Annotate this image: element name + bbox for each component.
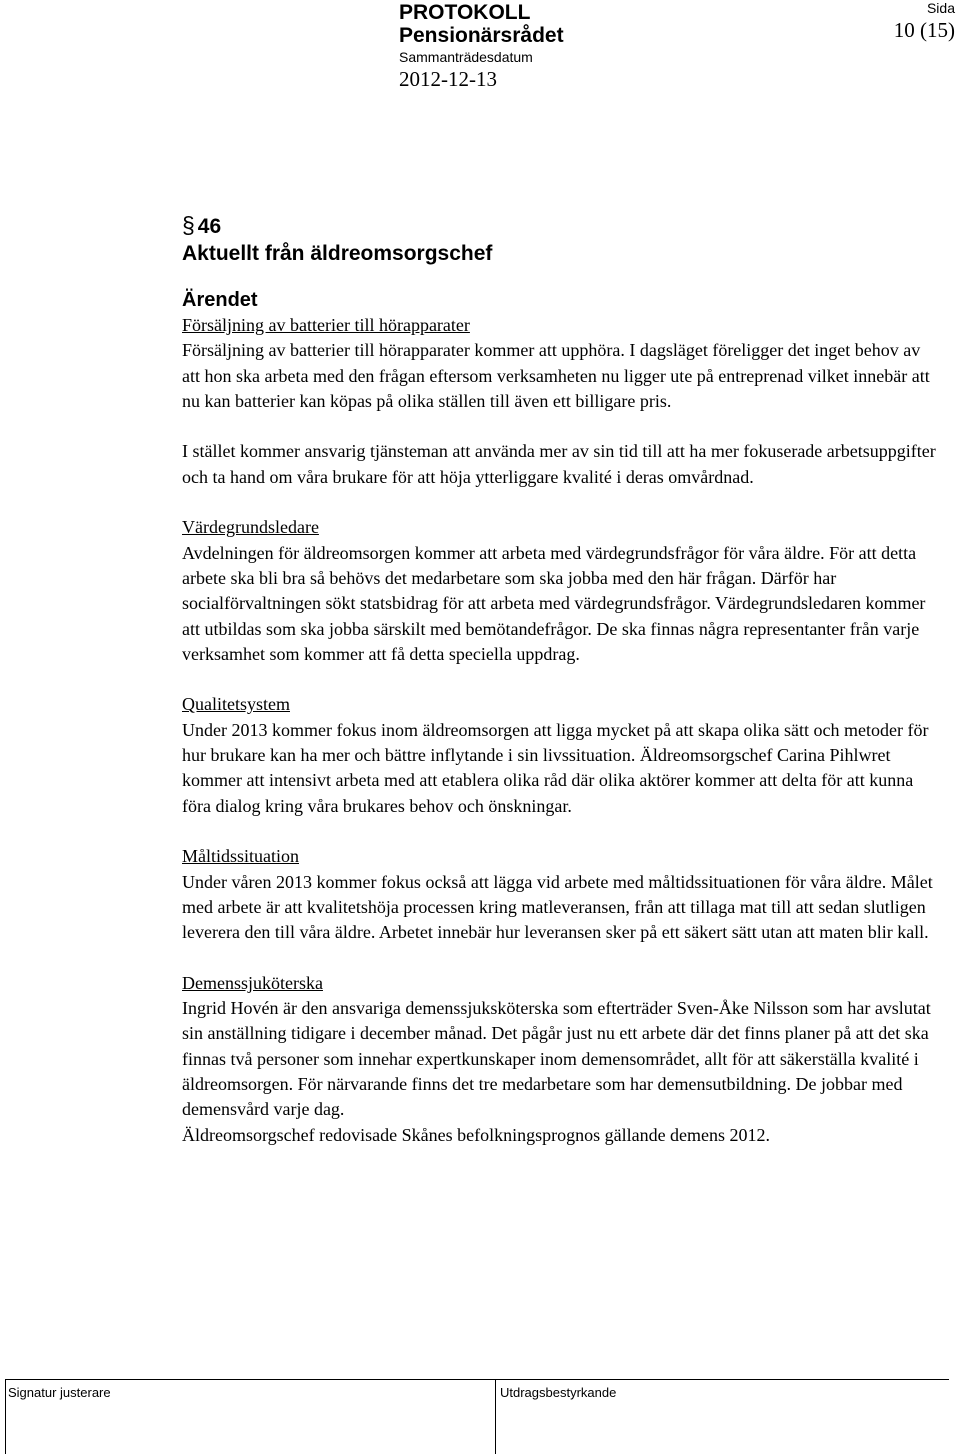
paragraph-demenssjukskoterska-2: Äldreomsorgschef redovisade Skånes befolkningsprognos gällande demens 2012. bbox=[182, 1124, 771, 1145]
page-number: 10 (15) bbox=[893, 18, 955, 42]
meeting-date-label: Sammanträdesdatum bbox=[399, 49, 533, 65]
subheading-maltidssituation: Måltidssituation bbox=[182, 846, 299, 867]
organization-name: Pensionärsrådet bbox=[399, 24, 564, 47]
document-body bbox=[182, 212, 942, 1148]
signature-label: Signatur justerare bbox=[8, 1385, 111, 1400]
paragraph-number bbox=[182, 212, 942, 240]
paragraph-maltidssituation: Under våren 2013 kommer fokus också att lägga vid arbete med måltidssituationen för våra äldre. Målet med arbete är att kvalitetshöja processen kring matleveransen, från att tillaga mat till att sedan slutligen leverera den till våra äldre. Arbetet innebär hur leveransen sker på ett säkert sätt utan att maten blir kall. bbox=[182, 871, 933, 943]
meeting-date: 2012-12-13 bbox=[399, 67, 497, 91]
section-symbol: § bbox=[182, 212, 195, 238]
paragraph-qualitetsystem: Under 2013 kommer fokus inom äldreomsorgen att ligga mycket på att skapa olika sätt och metoder för hur brukare kan ha mer och bättre inflytande i sin livssituation. Äldreomsorgschef Carina Pihlwret kommer att intensivt arbeta med att etablera olika råd där olika aktörer kommer att delta för att kunna föra dialog kring våra brukares behov och önskningar. bbox=[182, 719, 929, 816]
paragraph-vardegrundsledare: Avdelningen för äldreomsorgen kommer att arbeta med värdegrundsfrågor för våra äldre. För att detta arbete ska bli bra så behövs det medarbetare som ska jobba med den här frågan. Därför har socialförvaltningen sökt statsbidrag för att arbeta med värdegrundsfrågor. Värdegrundsledaren kommer att utbildas som ska jobba särskilt med bemötandefrågor. De ska finnas några representanter från varje verksamhet som kommer att få detta speciella uppdrag. bbox=[182, 542, 926, 664]
subheading-vardegrundsledare: Värdegrundsledare bbox=[182, 517, 319, 538]
arendet-heading: Ärendet bbox=[182, 289, 258, 311]
footer-left-border bbox=[5, 1379, 6, 1454]
subheading-batterier: Försäljning av batterier till hörapparater bbox=[182, 315, 470, 335]
footer-divider bbox=[5, 1379, 949, 1380]
paragraph-batterier-1: Försäljning av batterier till hörapparater kommer att upphöra. I dagsläget föreligger det inget behov av att hon ska arbeta med den frågan eftersom verksamheten nu ligger ute på entreprenad vilket innebär att nu kan batterier kan köpas på olika ställen till även ett billigare pris. bbox=[182, 340, 930, 411]
paragraph-title: Aktuellt från äldreomsorgschef bbox=[182, 242, 493, 265]
subheading-demenssjukskoterska: Demenssjuköterska bbox=[182, 972, 323, 993]
section-number: 46 bbox=[197, 215, 222, 238]
signature-footer bbox=[0, 1379, 960, 1454]
extract-certification-label: Utdragsbestyrkande bbox=[500, 1385, 617, 1400]
footer-middle-border bbox=[495, 1379, 496, 1454]
document-type-title: PROTOKOLL bbox=[399, 1, 531, 24]
page-label: Sida bbox=[926, 0, 955, 16]
paragraph-demenssjukskoterska-1: Ingrid Hovén är den ansvariga demenssjuksköterska som efterträder Sven-Åke Nilsson som har avslutat sin anställning tidigare i december månad. Det pågår just nu ett arbete där det finns planer på att det ska finnas två personer som innehar expertkunskaper inom demensområdet, allt för att säkerställa kvalité i äldreomsorgen. För närvarande finns det tre medarbetare som har demensutbildning. De jobbar med demensvård varje dag. bbox=[182, 998, 931, 1120]
subheading-qualitetsystem: Qualitetsystem bbox=[182, 694, 290, 715]
paragraph-batterier-2: I stället kommer ansvarig tjänsteman att använda mer av sin tid till att ha mer fokuserade arbetsuppgifter och ta hand om våra brukare för att höja ytterliggare kvalité i deras omvårdnad. bbox=[182, 441, 936, 487]
